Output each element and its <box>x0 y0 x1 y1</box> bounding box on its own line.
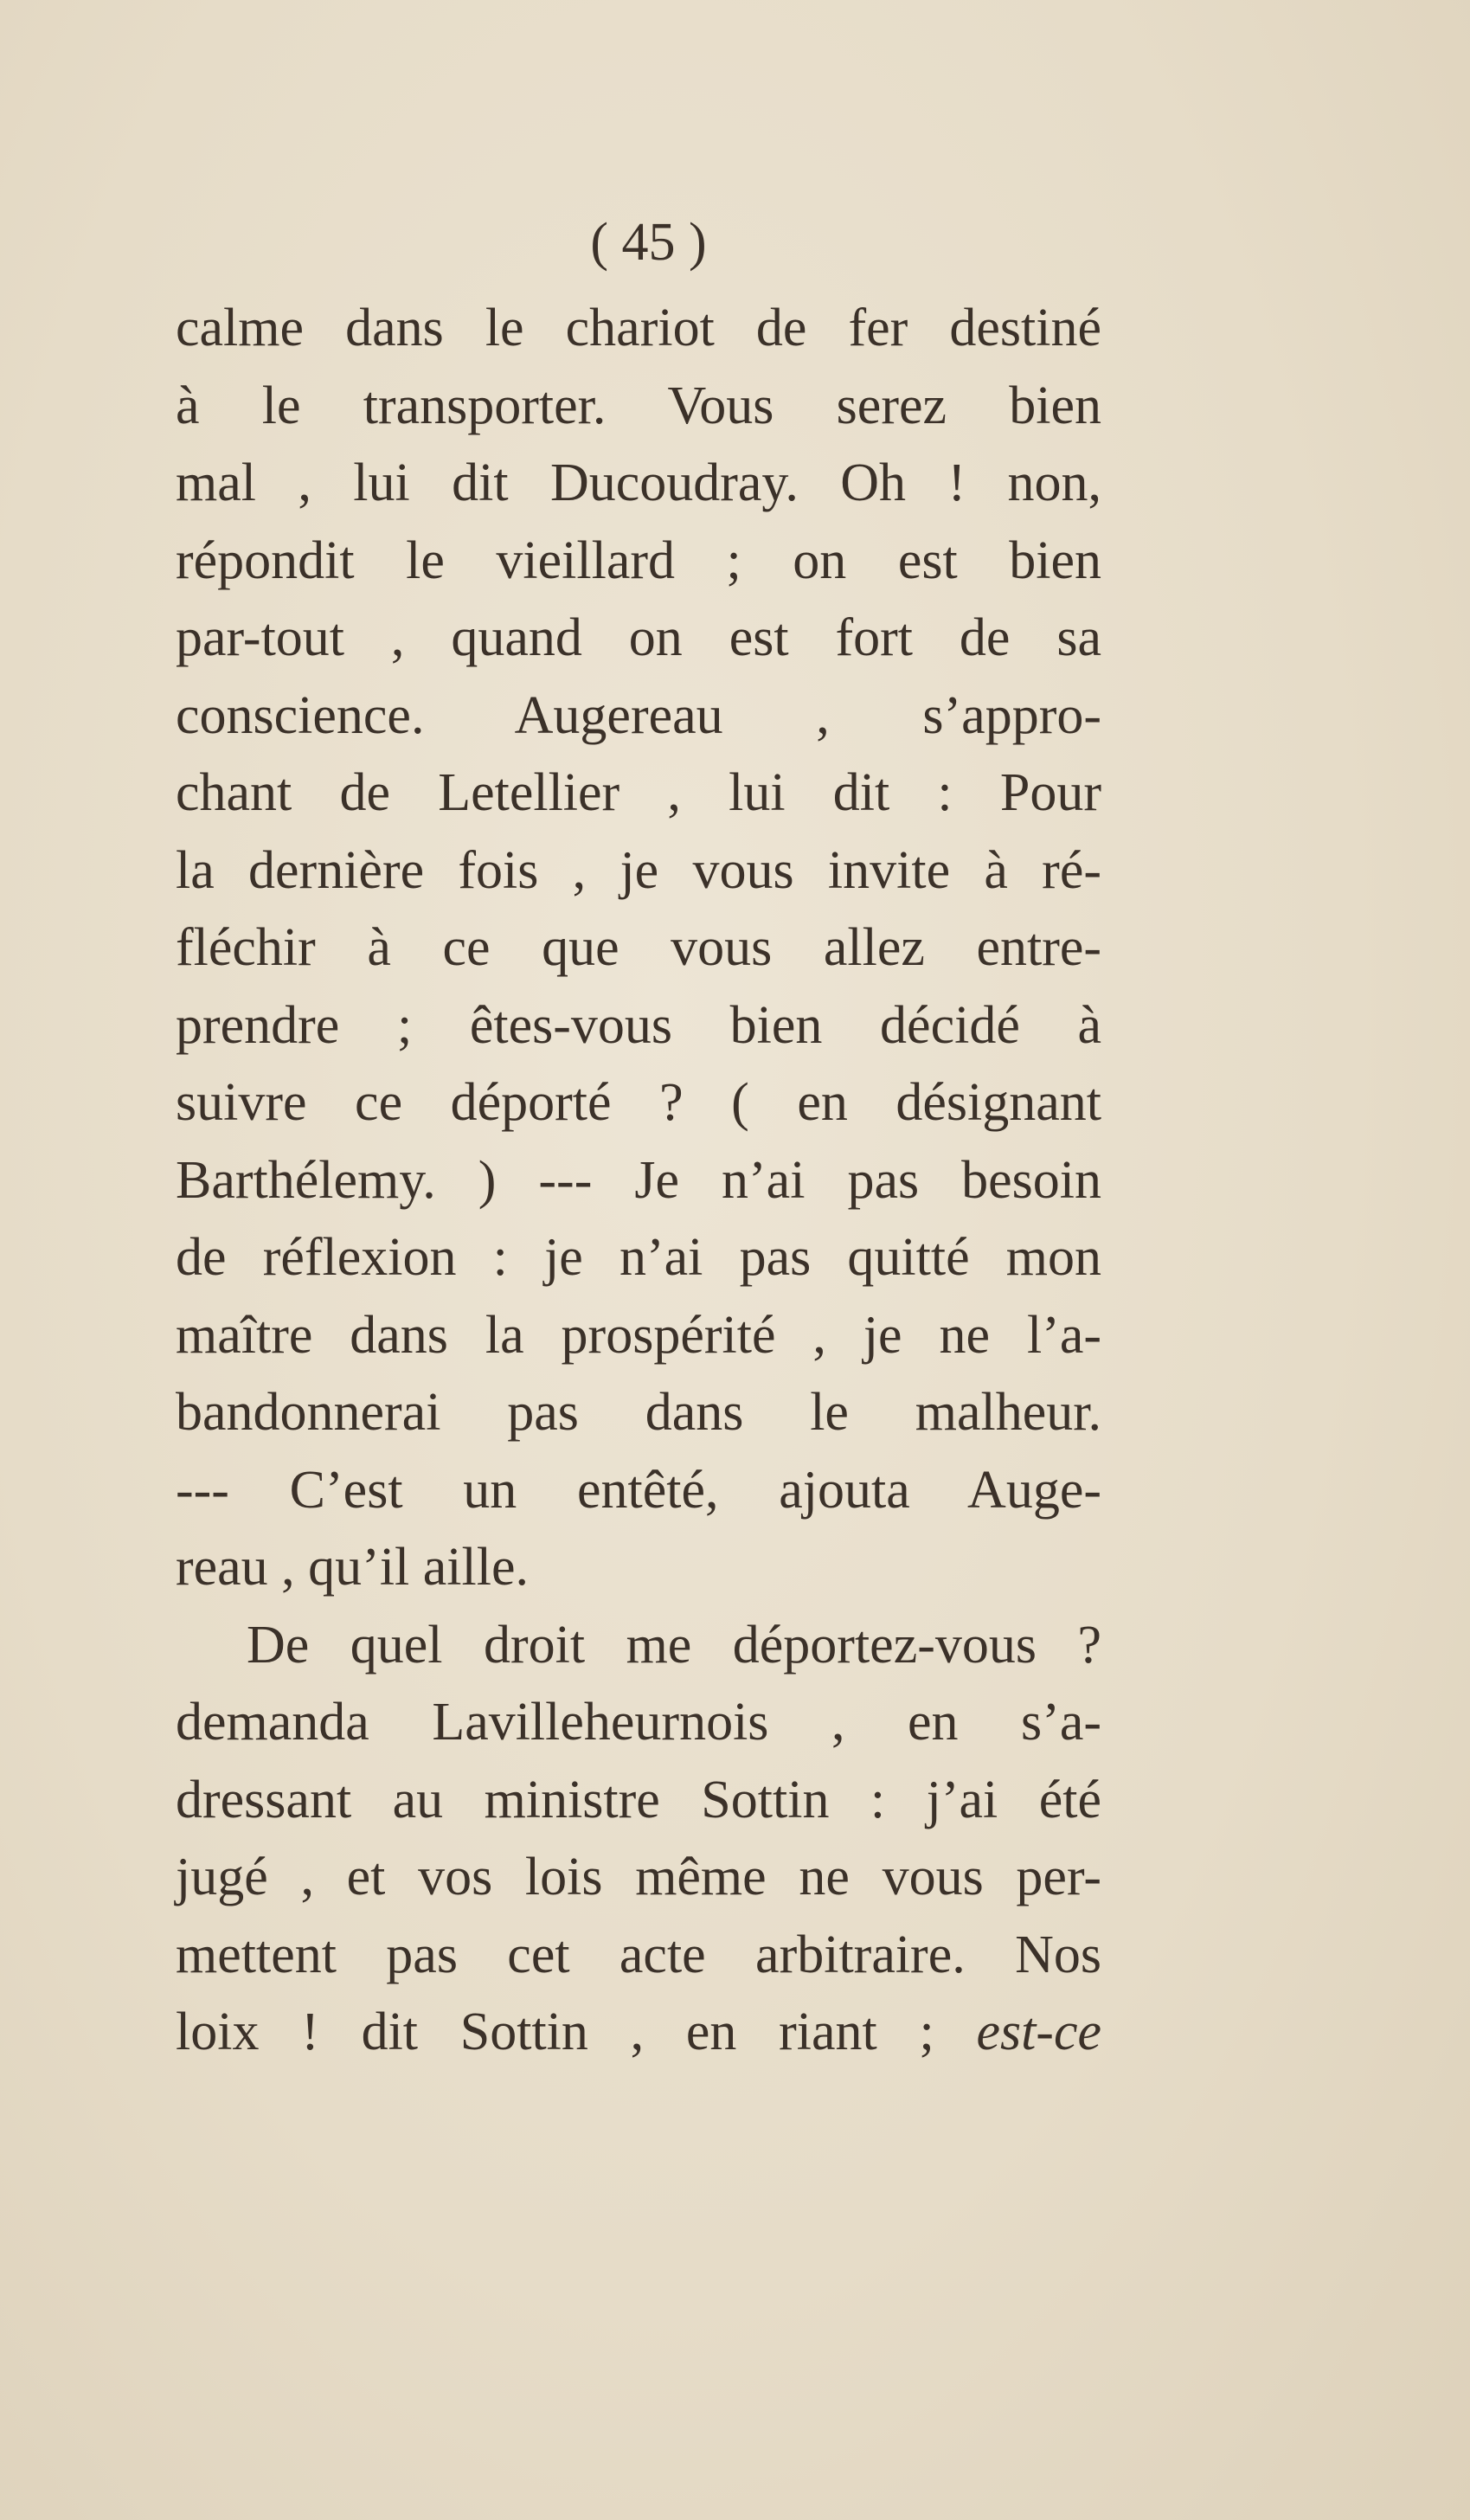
text-line: --- C’est un entêté, ajouta Auge- <box>176 1460 1101 1520</box>
text-line: suivre ce déporté ? ( en désignant <box>176 1073 1101 1132</box>
text-line: Barthélemy. ) --- Je n’ai pas besoin <box>176 1150 1101 1210</box>
paragraph-start-line: De quel droit me déportez-vous ? <box>247 1615 1101 1675</box>
text-line: calme dans le chariot de fer destiné <box>176 299 1101 357</box>
text-line: mettent pas cet acte arbitraire. Nos <box>176 1925 1101 1984</box>
text-line: jugé , et vos lois même ne vous per- <box>176 1848 1101 1906</box>
text-line: dressant au ministre Sottin : j’ai été <box>176 1770 1101 1829</box>
last-text-line <box>176 1994 1101 2072</box>
page-number: ( 45 ) <box>590 213 707 272</box>
italic-catchword: est-ce <box>976 2002 1101 2061</box>
text-line: chant de Letellier , lui dit : Pour <box>176 763 1101 822</box>
last-line-text: loix ! dit Sottin , en riant ; <box>176 2002 934 2061</box>
text-line: de réflexion : je n’ai pas quitté mon <box>176 1228 1101 1287</box>
text-line: bandonnerai pas dans le malheur. <box>176 1383 1101 1442</box>
text-line: la dernière fois , je vous invite à ré- <box>176 840 1101 900</box>
text-line: conscience. Augereau , s’appro- <box>176 685 1101 745</box>
text-line: prendre ; êtes-vous bien décidé à <box>176 995 1101 1055</box>
text-line: maître dans la prospérité , je ne l’a- <box>176 1305 1101 1365</box>
text-line: à le transporter. Vous serez bien <box>176 376 1101 435</box>
text-line: fléchir à ce que vous allez entre- <box>176 918 1101 977</box>
text-line: demanda Lavilleheurnois , en s’a- <box>176 1693 1101 1752</box>
text-line: par-tout , quand on est fort de sa <box>176 608 1101 667</box>
text-line: répondit le vieillard ; on est bien <box>176 530 1101 590</box>
body-text <box>176 290 1101 2072</box>
paragraph-end-line: reau , qu’il aille. <box>176 1538 529 1597</box>
text-line: mal , lui dit Ducoudray. Oh ! non, <box>176 453 1101 512</box>
